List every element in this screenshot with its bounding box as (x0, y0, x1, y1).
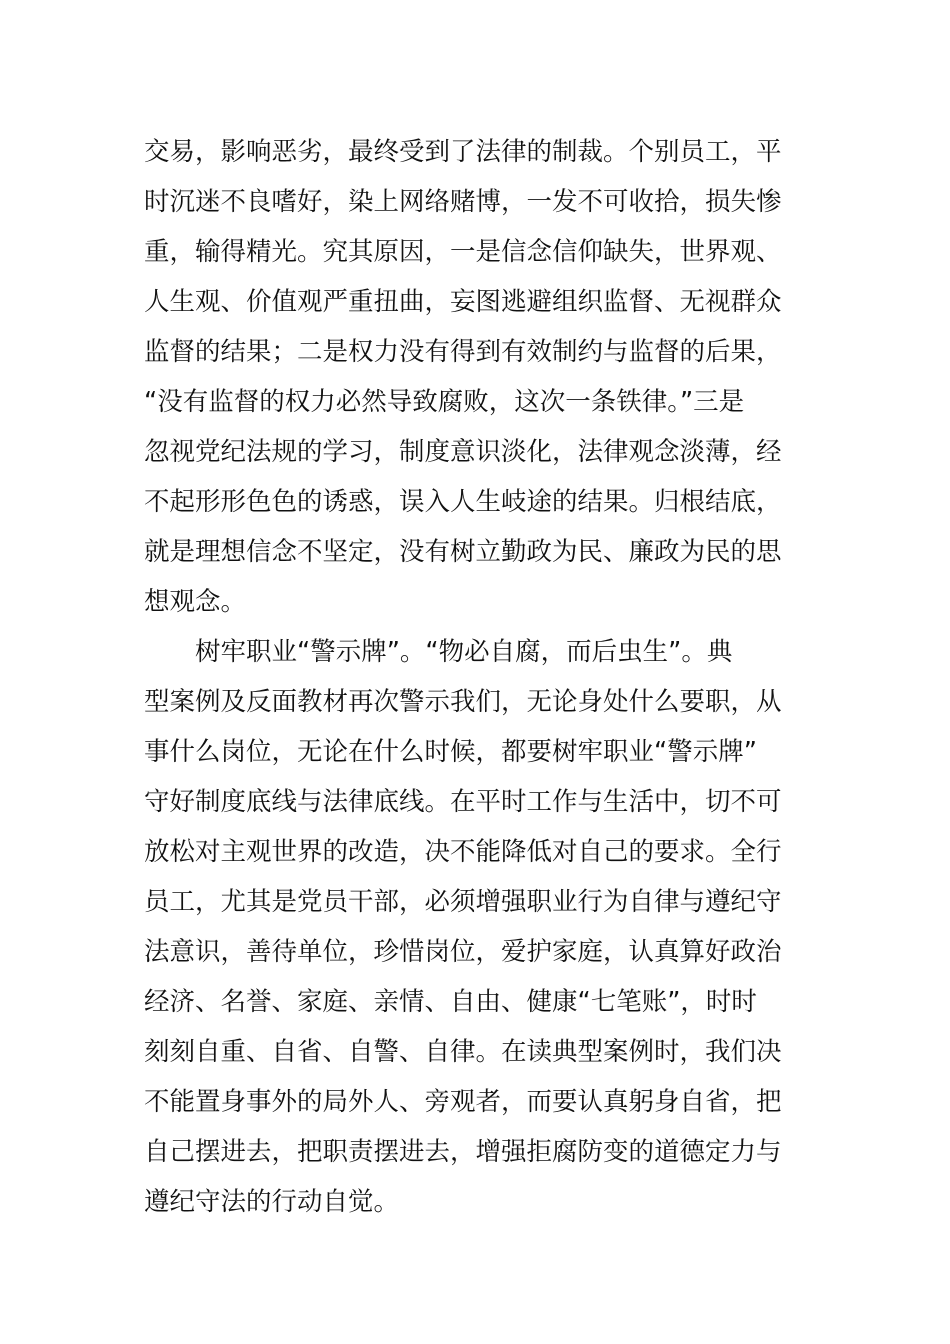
text-line: 时沉迷不良嗜好，染上网络赌博，一发不可收拾，损失惨 (144, 187, 782, 217)
text-line: 事什么岗位，无论在什么时候，都要树牢职业“警示牌” (144, 737, 757, 767)
text-line: 守好制度底线与法律底线。在平时工作与生活中，切不可 (144, 787, 782, 817)
text-line: 自己摆进去，把职责摆进去，增强拒腐防变的道德定力与 (144, 1137, 782, 1167)
text-line: 人生观、价值观严重扭曲，妄图逃避组织监督、无视群众 (144, 287, 782, 317)
text-line: 想观念。 (144, 587, 247, 617)
body-text (144, 127, 824, 1227)
text-line: 重，输得精光。究其原因，一是信念信仰缺失，世界观、 (144, 237, 782, 267)
text-line: 不起形形色色的诱惑，误入人生岐途的结果。归根结底， (144, 487, 782, 517)
text-line: 交易，影响恶劣，最终受到了法律的制裁。个别员工，平 (144, 137, 782, 167)
text-line: 经济、名誉、家庭、亲情、自由、健康“七笔账”，时时 (144, 987, 757, 1017)
text-line: 员工，尤其是党员干部，必须增强职业行为自律与遵纪守 (144, 887, 782, 917)
text-line: 刻刻自重、自省、自警、自律。在读典型案例时，我们决 (144, 1037, 782, 1067)
text-line: 型案例及反面教材再次警示我们，无论身处什么要职，从 (144, 687, 782, 717)
text-line: 树牢职业“警示牌”。“物必自腐，而后虫生”。典 (144, 637, 733, 667)
text-line: 放松对主观世界的改造，决不能降低对自己的要求。全行 (144, 837, 782, 867)
text-line: “没有监督的权力必然导致腐败，这次一条铁律。”三是 (144, 387, 745, 417)
text-line: 法意识，善待单位，珍惜岗位，爱护家庭，认真算好政治 (144, 937, 782, 967)
text-line: 忽视党纪法规的学习，制度意识淡化，法律观念淡薄，经 (144, 437, 782, 467)
text-line: 不能置身事外的局外人、旁观者，而要认真躬身自省，把 (144, 1087, 782, 1117)
text-line: 监督的结果；二是权力没有得到有效制约与监督的后果， (144, 337, 782, 367)
text-line: 遵纪守法的行动自觉。 (144, 1187, 400, 1217)
text-line: 就是理想信念不坚定，没有树立勤政为民、廉政为民的思 (144, 537, 782, 567)
